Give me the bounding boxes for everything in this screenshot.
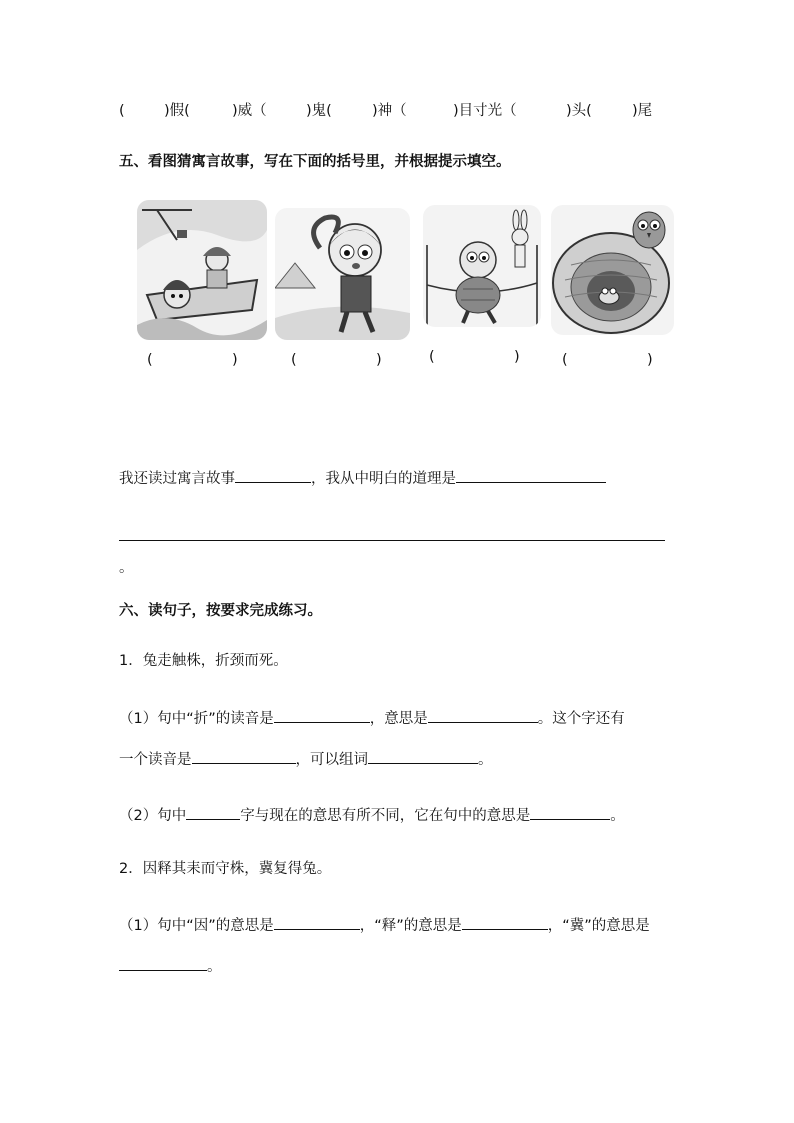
picture-bracket-3-open: ( [429,349,435,365]
picture-bracket-3-close: ) [514,349,520,365]
picture-bracket-2-open: ( [291,352,297,368]
changed-word-meaning-blank[interactable] [530,804,610,820]
frog-in-well-illustration [551,205,674,335]
picture-bracket-1-close: ) [232,352,238,368]
idiom-paren-1: ( [119,103,125,119]
fable-name-blank[interactable] [235,467,311,483]
zhe-other-pronunciation-blank[interactable] [192,748,296,764]
q1-sub1-line2 [119,748,493,770]
q1-sub1-text-b: ，意思是 [369,711,428,727]
fable-sentence-part1: 我还读过寓言故事 [119,471,235,487]
idiom-fill-2: )威（ [232,103,267,119]
q2-sub1-text-c: ，“冀”的意思是 [547,918,650,934]
boat-scene-illustration [137,200,267,340]
fable-picture-4 [551,205,674,335]
section5-title: 五、看图猜寓言故事，写在下面的括号里，并根据提示填空。 [119,154,511,170]
lesson-blank-line-2[interactable] [119,540,665,541]
q1-sub1-text-d: 一个读音是 [119,752,192,768]
picture-bracket-1-open: ( [147,352,153,368]
ji-meaning-blank[interactable] [119,955,207,971]
q2-sub1-text-b: ，“释”的意思是 [359,918,462,934]
q1-sub1-line1 [119,707,625,729]
q1-sub1-text-a: （1）句中“折”的读音是 [119,711,274,727]
idiom-fill-7: )尾 [632,103,653,119]
picture-bracket-4-close: ) [647,352,653,368]
section6-title: 六、读句子，按要求完成练习。 [119,603,322,619]
idiom-fill-6: )头( [566,103,592,119]
q1-sub2 [119,804,625,826]
q2-sentence: 2．因释其耒而守株，冀复得兔。 [119,861,332,877]
idiom-fill-4: )神（ [372,103,407,119]
idiom-fill-5: )目寸光（ [453,103,517,119]
shi-meaning-blank[interactable] [462,914,548,930]
picture-bracket-4-open: ( [562,352,568,368]
picture-bracket-2-close: ) [376,352,382,368]
q1-sub1-text-e: ，可以组词 [295,752,368,768]
q1-sub1-text-f: 。 [478,752,493,768]
q2-sub1-line1 [119,914,650,936]
fable-picture-1 [137,200,267,340]
yin-meaning-blank[interactable] [274,914,360,930]
idiom-fill-1: )假( [164,103,190,119]
tortoise-hare-illustration [423,205,541,327]
q1-sub2-text-c: 。 [610,808,625,824]
zhe-meaning-blank[interactable] [428,707,538,723]
sentence-period: 。 [119,560,134,576]
fable-sentence-part2: ，我从中明白的道理是 [311,471,456,487]
idiom-fill-3: )鬼( [306,103,332,119]
zhe-word-blank[interactable] [368,748,478,764]
q1-sub1-text-c: 。这个字还有 [537,711,625,727]
snake-boy-illustration [275,208,410,340]
lesson-blank[interactable] [456,467,606,483]
q2-sub1-text-d: 。 [207,959,222,975]
q2-sub1-line2 [119,955,222,977]
fable-sentence [119,467,606,489]
zhe-pronunciation-blank[interactable] [274,707,370,723]
fable-picture-3 [423,205,541,327]
q2-sub1-text-a: （1）句中“因”的意思是 [119,918,274,934]
q1-sub2-text-b: 字与现在的意思有所不同，它在句中的意思是 [240,808,531,824]
q1-sub2-text-a: （2）句中 [119,808,187,824]
q1-sentence: 1．兔走触株，折颈而死。 [119,653,288,669]
fable-picture-2 [275,208,410,340]
changed-word-blank[interactable] [186,804,240,820]
